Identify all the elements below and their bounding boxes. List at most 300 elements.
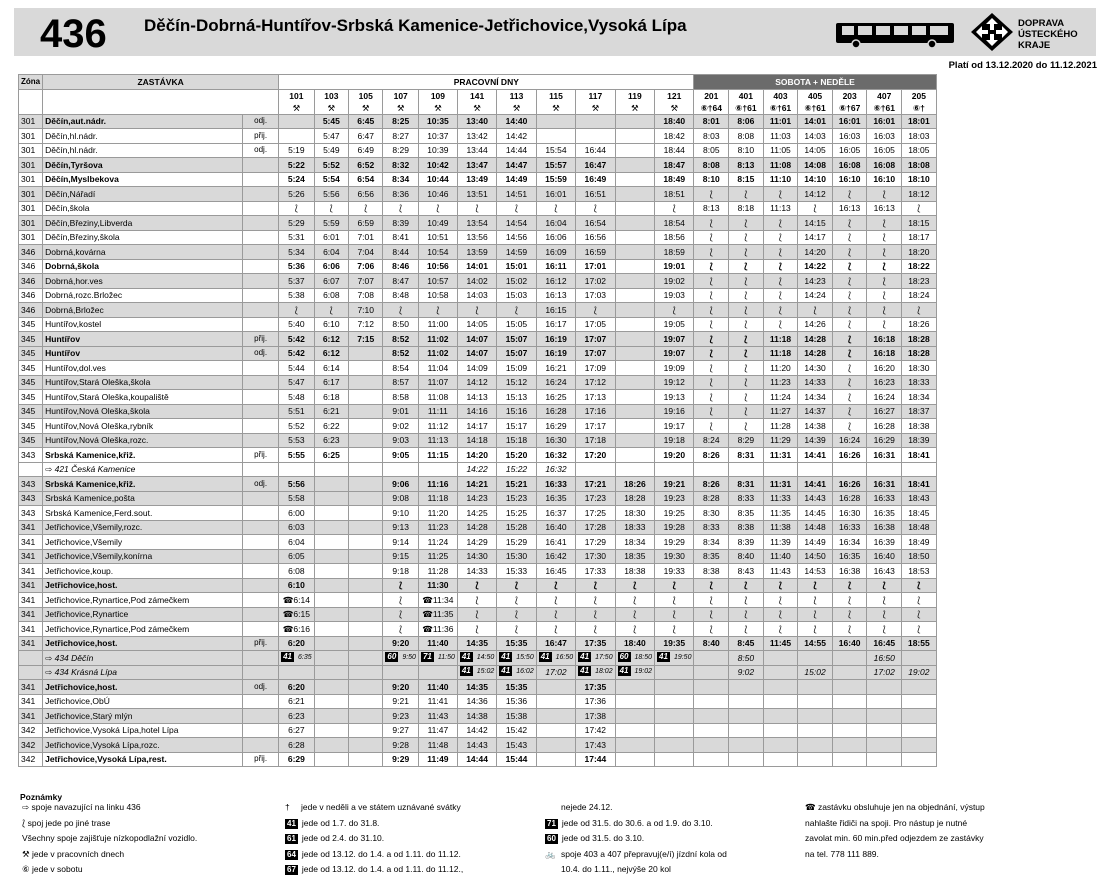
time-cell: ⟅ [694,578,729,593]
time-cell [763,752,798,767]
time-cell [655,723,694,738]
time-cell: 11:25 [418,549,457,564]
zone-cell: 345 [19,433,43,448]
stop-name: Jetřichovice,Všemily [43,535,243,550]
time-cell [655,462,694,477]
time-cell: 15:03 [497,288,536,303]
logo-icon [970,12,1014,52]
time-cell: 41 15:50 [497,651,536,666]
time-cell [615,448,654,463]
trip-header [349,89,383,114]
time-cell: ⟅ [694,593,729,608]
zone-cell: 301 [19,201,43,216]
arr-dep-cell [243,158,279,173]
time-cell: ☎11:35 [418,607,457,622]
time-cell: 19:21 [655,477,694,492]
note-symbol: 67 [287,865,296,874]
time-cell: ⟅ [729,622,764,637]
time-cell: ⟅ [832,259,867,274]
time-cell: 8:34 [694,535,729,550]
time-cell: 16:17 [536,317,575,332]
time-cell: 15:35 [497,680,536,695]
time-cell: 10:39 [418,143,457,158]
trip-symbol: ⑥†61 [735,102,757,113]
table-row [19,564,937,579]
time-cell: 19:02 [655,274,694,289]
arr-dep-cell [243,201,279,216]
stop-name: Huntířov [43,332,243,347]
time-cell: 8:48 [383,288,419,303]
time-cell: ⟅ [867,303,902,318]
time-cell [615,245,654,260]
time-cell: 5:56 [314,187,348,202]
note-line [545,816,727,832]
note-symbol: 71 [547,818,556,828]
time-cell: 11:04 [418,361,457,376]
time-cell: 17:18 [576,433,615,448]
time-cell: 16:21 [536,361,575,376]
time-cell [615,404,654,419]
time-cell [314,462,348,477]
time-cell: 15:09 [497,361,536,376]
note-text: jede od 13.12. do 1.4. a od 1.11. do 11.12., [301,864,464,874]
time-cell [615,288,654,303]
time-cell: ⟅ [694,303,729,318]
time-cell [615,680,654,695]
time-cell [655,738,694,753]
time-cell: 16:33 [867,491,902,506]
time-cell: 18:38 [615,564,654,579]
arr-dep-cell [243,564,279,579]
time-cell: 8:41 [383,230,419,245]
stop-name: Huntířov,Nová Oleška,rybník [43,419,243,434]
time-cell: ⟅ [729,578,764,593]
zone-cell: 345 [19,375,43,390]
time-cell [615,419,654,434]
trip-symbol: ⚒ [512,102,521,113]
note-line [285,831,463,847]
time-cell: ⟅ [832,332,867,347]
time-cell: 8:47 [383,274,419,289]
time-cell: 14:05 [457,317,496,332]
time-cell: 18:38 [902,419,937,434]
time-cell: 16:28 [536,404,575,419]
stop-name: Děčín,Myslbekova [43,172,243,187]
time-cell: 6:17 [314,375,348,390]
time-cell [314,549,348,564]
time-cell: 19:12 [655,375,694,390]
time-cell: ⟅ [763,593,798,608]
time-cell: 11:33 [763,491,798,506]
table-row [19,593,937,608]
time-cell: 8:43 [729,564,764,579]
time-cell: 19:03 [655,288,694,303]
time-cell: ⟅ [867,593,902,608]
zone-cell: 341 [19,549,43,564]
time-cell [902,680,937,695]
time-cell: 8:40 [729,549,764,564]
trip-header [576,89,615,114]
route-name: Děčín-Dobrná-Huntířov-Srbská Kamenice-Jetřichovice,Vysoká Lípa [144,16,687,35]
weekend-header: SOBOTA + NEDĚLE [694,75,936,90]
time-cell: ⟅ [383,201,419,216]
time-cell [615,462,654,477]
time-cell: 8:40 [694,636,729,651]
time-cell: 6:29 [279,752,315,767]
time-cell: 17:30 [576,549,615,564]
trip-symbol: ⚒ [434,102,442,113]
zone-cell: 341 [19,578,43,593]
time-cell: 14:36 [457,694,496,709]
time-cell [349,564,383,579]
stop-name: ⇨ 421 Česká Kamenice [43,462,243,477]
time-cell: 9:23 [383,709,419,724]
time-cell: 16:05 [867,143,902,158]
validity-period: Platí od 13.12.2020 do 11.12.2021 [948,60,1097,71]
table-row [19,752,937,767]
time-cell: 8:54 [383,361,419,376]
validity-code: 60 [619,651,629,661]
time-cell: 5:48 [279,390,315,405]
time-cell: 16:06 [536,230,575,245]
time-cell: 6:25 [314,448,348,463]
time-cell: 16:34 [832,535,867,550]
time-cell: 14:23 [798,274,833,289]
time-cell [655,752,694,767]
trip-symbol: ⚒ [631,102,639,113]
time-cell: ⟅ [655,303,694,318]
time-cell: 18:41 [902,448,937,463]
time-cell: 14:49 [798,535,833,550]
time-cell: 16:03 [832,129,867,144]
arr-dep-cell [243,187,279,202]
table-row [19,506,937,521]
note-text: jede od 31.5. do 30.6. a od 1.9. do 3.10. [561,817,713,828]
time-cell: ⟅ [867,245,902,260]
arr-dep-cell: odj. [243,346,279,361]
time-cell: ⟅ [729,375,764,390]
stop-name: Jetřichovice,koup. [43,564,243,579]
time-cell: 16:04 [536,216,575,231]
time-cell [349,477,383,492]
time-cell [349,752,383,767]
time-cell: 17:17 [576,419,615,434]
stop-name: Dobrná,rozc.Brložec [43,288,243,303]
time-cell [832,738,867,753]
time-cell: ⟅ [832,274,867,289]
trip-number: 107 [393,90,408,101]
time-cell [349,723,383,738]
arr-dep-cell: odj. [243,143,279,158]
trip-symbol: ⑥† [912,102,925,113]
time-cell: ⟅ [383,622,419,637]
note-line: zavolat min. 60 min.před odjezdem ze zastávky [805,833,984,843]
time-cell: 16:24 [536,375,575,390]
validity-code: 41 [580,651,590,661]
zone-cell: 345 [19,390,43,405]
table-row [19,462,937,477]
time-cell: 17:13 [576,390,615,405]
time-cell: 11:48 [418,738,457,753]
time-cell: ⟅ [694,288,729,303]
trip-number: 401 [738,90,753,101]
time-cell: 8:39 [729,535,764,550]
time-cell: 11:28 [418,564,457,579]
time-cell: 5:55 [279,448,315,463]
time-cell: 8:31 [729,477,764,492]
time-cell: ⟅ [832,578,867,593]
time-cell: 8:39 [383,216,419,231]
notes-col-3 [545,800,727,878]
time-cell: ⟅ [576,607,615,622]
time-cell: 14:13 [457,390,496,405]
time-cell: ⟅ [457,578,496,593]
time-cell: 14:01 [457,259,496,274]
time-cell [867,752,902,767]
time-cell: ⟅ [694,419,729,434]
time-cell: 11:23 [418,520,457,535]
time-cell: 16:44 [576,143,615,158]
time-cell [576,129,615,144]
time-cell: 16:35 [867,506,902,521]
time-cell: 14:15 [798,216,833,231]
zone-cell: 341 [19,636,43,651]
time-cell: 11:07 [418,375,457,390]
arr-dep-cell [243,274,279,289]
time-cell: ⟅ [383,578,419,593]
time-cell: 18:34 [902,390,937,405]
time-cell: ⟅ [694,332,729,347]
stop-name: Dobrná,kovárna [43,245,243,260]
time-cell: 5:42 [279,346,315,361]
arr-dep-cell [243,506,279,521]
time-cell: 16:28 [832,491,867,506]
arr-dep-cell [243,404,279,419]
note-line [285,847,463,863]
zone-cell: 301 [19,158,43,173]
time-cell: 14:50 [798,549,833,564]
time-cell: 7:10 [349,303,383,318]
time-cell [867,462,902,477]
time-cell: 11:13 [418,433,457,448]
time-cell: 5:19 [279,143,315,158]
time-cell [349,680,383,695]
time-cell: 8:46 [383,259,419,274]
time-cell: 11:31 [763,448,798,463]
time-cell [763,709,798,724]
time-cell: 5:44 [279,361,315,376]
time-cell: ⟅ [694,259,729,274]
time-cell: 17:35 [576,636,615,651]
time-cell [615,216,654,231]
zone-cell: 346 [19,259,43,274]
trip-symbol: ⚒ [327,102,336,113]
time-cell: 16:01 [536,187,575,202]
time-cell: 14:01 [798,114,833,129]
time-cell [536,709,575,724]
time-cell: ⟅ [902,303,937,318]
time-cell: 15:18 [497,433,536,448]
time-cell: 41 16:02 [497,665,536,680]
zone-cell [19,462,43,477]
time-cell: 8:52 [383,346,419,361]
zone-cell: 346 [19,288,43,303]
stop-name: Jetřichovice,Všemily,konírna [43,549,243,564]
trip-symbol: ⑥†67 [838,102,861,113]
time-cell [832,752,867,767]
time-cell: 5:51 [279,404,315,419]
time-cell: 9:14 [383,535,419,550]
time-cell: ⟅ [763,288,798,303]
time-cell: 15:25 [497,506,536,521]
time-cell: ⟅ [763,317,798,332]
time-cell: 13:40 [457,114,496,129]
time-cell: 6:54 [349,172,383,187]
time-cell [867,738,902,753]
time-cell: 14:28 [798,346,833,361]
time-cell: 18:41 [902,477,937,492]
time-cell [349,593,383,608]
stop-name: Dobrná,Brložec [43,303,243,318]
time-cell [763,738,798,753]
time-cell: 16:37 [536,506,575,521]
time-cell: 14:12 [457,375,496,390]
time-cell: 14:39 [798,433,833,448]
time-cell: 8:31 [729,448,764,463]
time-cell: 5:24 [279,172,315,187]
time-cell: ⟅ [798,303,833,318]
time-cell: ⟅ [832,593,867,608]
time-cell [314,723,348,738]
time-cell: 10:57 [418,274,457,289]
arr-dep-cell: odj. [243,680,279,695]
trip-number: 205 [911,90,926,101]
time-cell [798,694,833,709]
time-cell: 8:38 [729,520,764,535]
arr-dep-cell [243,709,279,724]
stop-name: Jetřichovice,host. [43,578,243,593]
time-cell: 15:29 [497,535,536,550]
time-cell: 16:43 [867,564,902,579]
note-line [545,862,727,878]
time-cell: 5:42 [279,332,315,347]
time-cell: 8:05 [694,143,729,158]
time-cell: 15:36 [497,694,536,709]
time-cell: 6:59 [349,216,383,231]
time-cell: ⟅ [694,216,729,231]
time-cell: 15:13 [497,390,536,405]
time-cell: 14:20 [457,448,496,463]
time-cell: 5:36 [279,259,315,274]
time-cell: 5:47 [279,375,315,390]
time-cell: ⟅ [798,201,833,216]
time-cell: ⟅ [615,593,654,608]
trip-number: 101 [289,90,304,101]
time-cell: 7:07 [349,274,383,289]
time-cell: 8:38 [694,564,729,579]
zone-cell: 301 [19,216,43,231]
time-cell: 8:15 [729,172,764,187]
time-cell: 41 18:02 [576,665,615,680]
time-cell [615,433,654,448]
time-cell: 8:35 [694,549,729,564]
trip-header [655,89,694,114]
time-cell: 11:30 [418,578,457,593]
time-cell [314,665,348,680]
time-cell: 15:17 [497,419,536,434]
time-cell: ⟅ [729,419,764,434]
time-cell [798,752,833,767]
zone-cell: 342 [19,752,43,767]
time-cell: 16:45 [536,564,575,579]
stop-name: Jetřichovice,Vysoká Lípa,rest. [43,752,243,767]
note-symbol: 60 [547,834,556,843]
time-cell: 5:58 [279,491,315,506]
time-cell [314,636,348,651]
time-cell: ⟅ [349,201,383,216]
time-cell: 18:26 [902,317,937,332]
time-cell: ⟅ [729,361,764,376]
time-cell: 9:18 [383,564,419,579]
arr-dep-cell [243,723,279,738]
time-cell: 16:27 [867,404,902,419]
time-cell: 16:38 [832,564,867,579]
time-cell: ⟅ [418,201,457,216]
time-cell: ⟅ [867,622,902,637]
time-cell: 11:43 [763,564,798,579]
zone-cell: 342 [19,738,43,753]
time-cell: 14:38 [457,709,496,724]
time-cell: 18:49 [655,172,694,187]
time-cell: 11:24 [418,535,457,550]
time-cell: 17:02 [536,665,575,680]
arr-dep-cell [243,259,279,274]
time-cell: 19:20 [655,448,694,463]
zone-cell: 341 [19,607,43,622]
note-line [545,800,727,816]
validity-code: 41 [461,651,471,661]
time-cell: ⟅ [615,607,654,622]
time-cell: 17:02 [576,274,615,289]
time-cell: 14:59 [497,245,536,260]
time-cell: ⟅ [457,607,496,622]
time-cell: 6:20 [279,636,315,651]
time-cell: 14:35 [457,680,496,695]
stop-name: Huntířov [43,346,243,361]
time-cell: 8:33 [729,491,764,506]
arr-dep-cell [243,317,279,332]
time-cell: 10:51 [418,230,457,245]
time-cell: ⟅ [798,622,833,637]
table-row [19,201,937,216]
time-cell: 6:10 [314,317,348,332]
table-row [19,665,937,680]
time-cell: 9:01 [383,404,419,419]
time-cell: 18:22 [902,259,937,274]
time-cell [729,462,764,477]
trip-header [457,89,496,114]
time-cell: 16:35 [832,549,867,564]
time-cell: ⟅ [729,346,764,361]
time-cell: ⟅ [694,317,729,332]
validity-code: 41 [580,666,590,676]
route-number: 436 [40,12,107,56]
time-cell: 15:07 [497,332,536,347]
time-cell: 6:05 [279,549,315,564]
time-cell: ⟅ [729,404,764,419]
time-cell: 9:20 [383,636,419,651]
time-cell: ⟅ [867,274,902,289]
